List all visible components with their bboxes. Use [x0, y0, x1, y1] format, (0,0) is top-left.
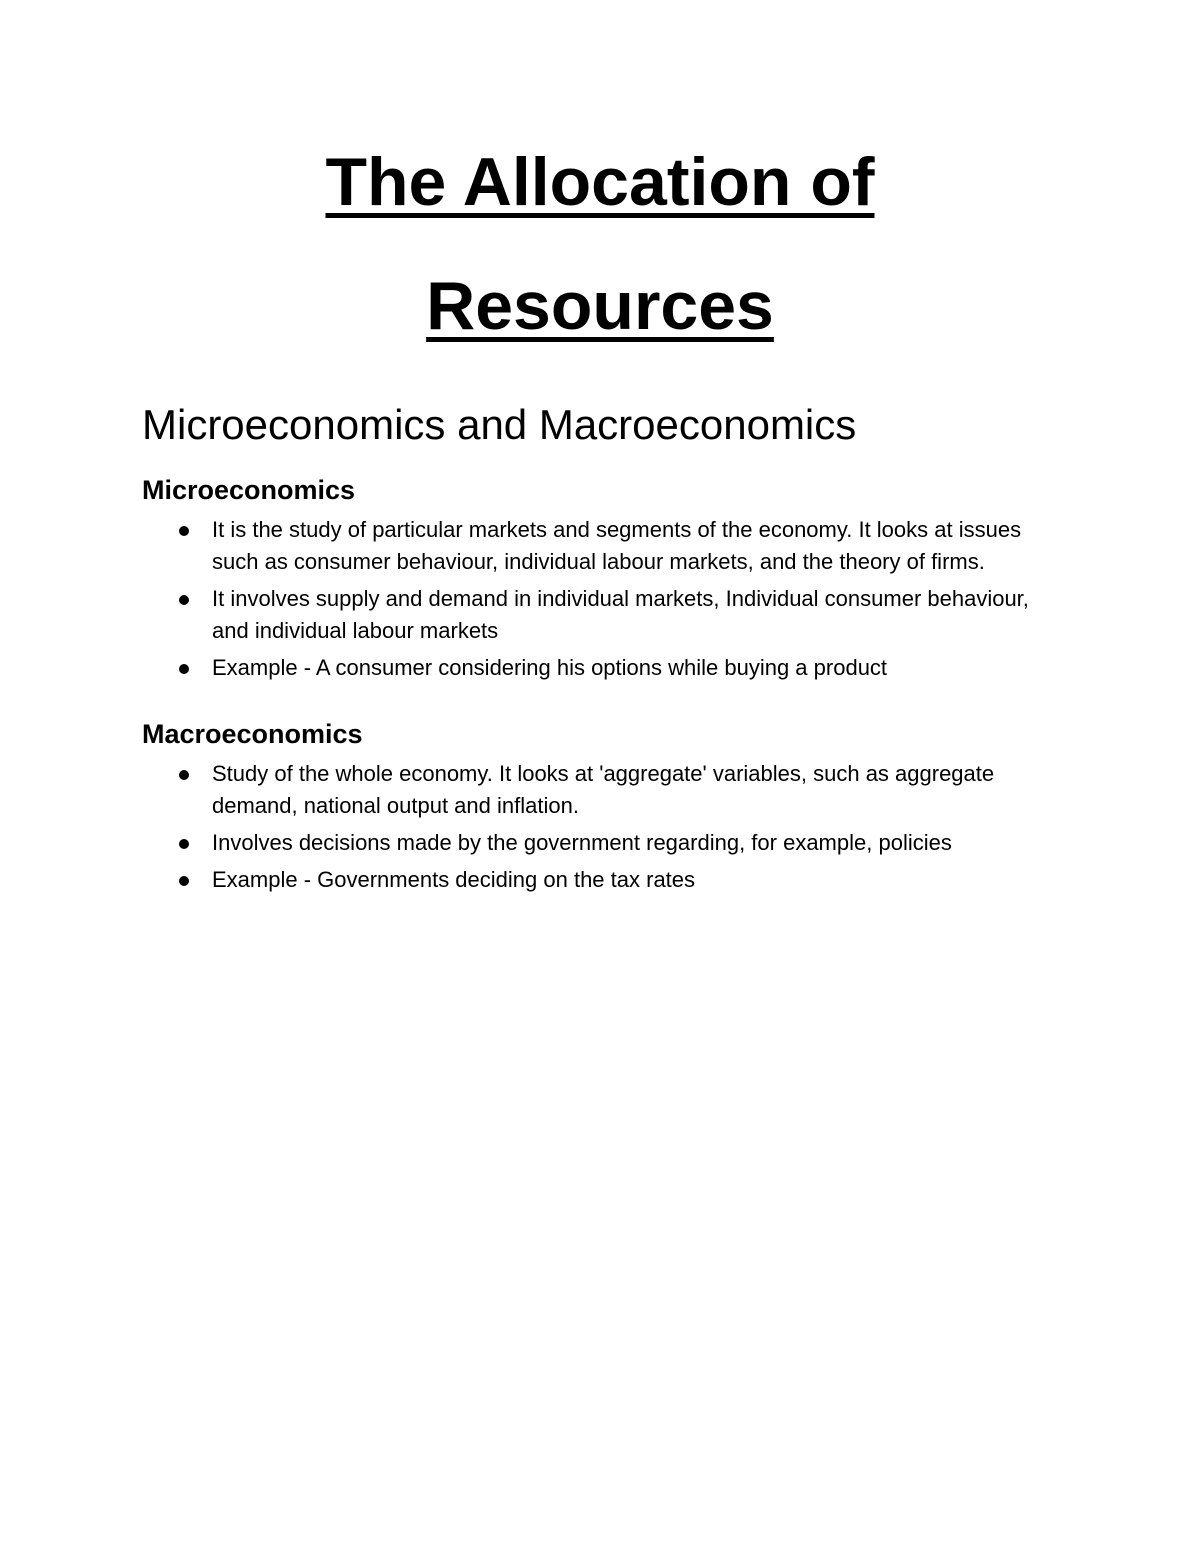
bullet-icon: [179, 595, 189, 605]
list-item: Involves decisions made by the government regarding, for example, policies: [142, 827, 1062, 859]
microeconomics-bullet-list: [142, 514, 1062, 689]
list-item: It is the study of particular markets and segments of the economy. It looks at issues such as consumer behaviour, individual labour markets, and the theory of firms.: [142, 514, 1062, 578]
bullet-icon: [179, 526, 189, 536]
bullet-icon: [179, 839, 189, 849]
macroeconomics-bullet-list: [142, 758, 1062, 901]
list-item: Example - Governments deciding on the tax rates: [142, 864, 1062, 896]
bullet-icon: [179, 664, 189, 674]
document-title-line-1: The Allocation of: [325, 144, 875, 220]
list-item: Example - A consumer considering his options while buying a product: [142, 652, 1062, 684]
microeconomics-heading: Microeconomics: [142, 475, 356, 505]
bullet-icon: [179, 770, 189, 780]
section-heading: Microeconomics and Macroeconomics: [142, 401, 857, 448]
list-item: Study of the whole economy. It looks at 'aggregate' variables, such as aggregate demand, national output and inflation.: [142, 758, 1062, 822]
macroeconomics-heading: Macroeconomics: [142, 719, 363, 749]
bullet-icon: [179, 876, 189, 886]
list-item: It involves supply and demand in individual markets, Individual consumer behaviour, and individual labour markets: [142, 583, 1062, 647]
document-title-line-2: Resources: [426, 268, 774, 344]
